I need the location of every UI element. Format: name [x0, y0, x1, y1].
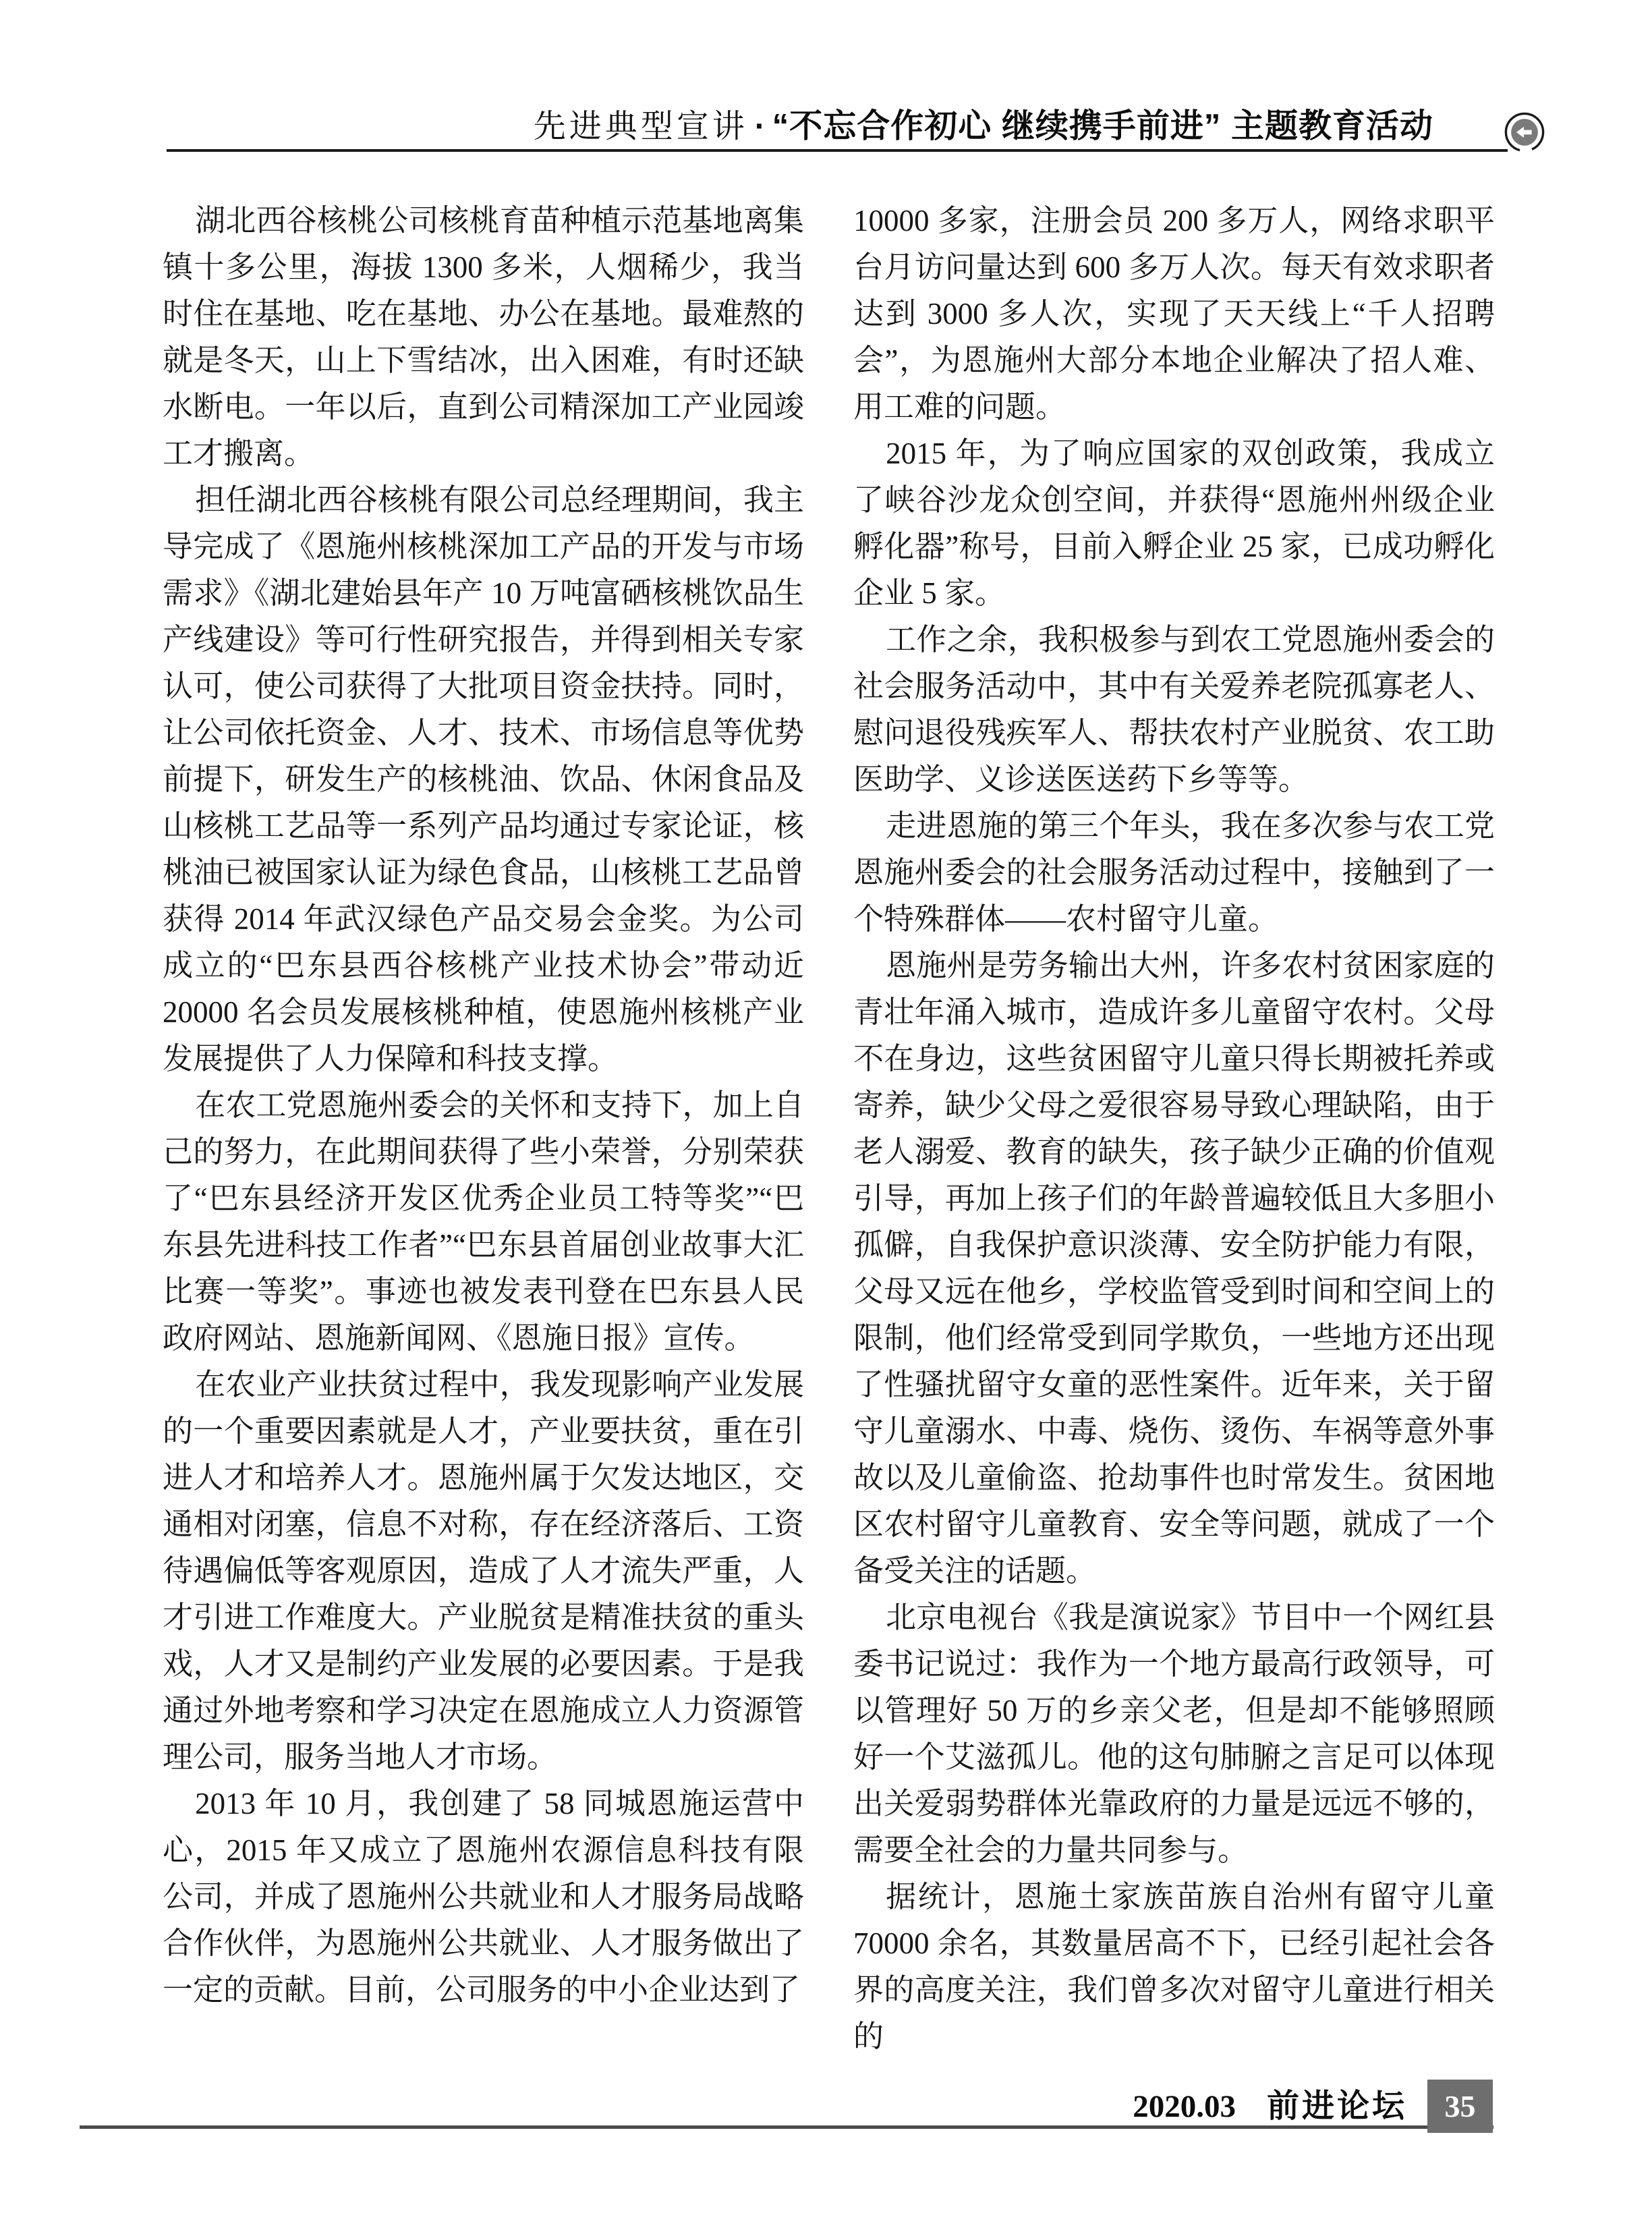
paragraph: 在农工党恩施州委会的关怀和支持下，加上自己的努力，在此期间获得了些小荣誉，分别荣获了“巴东县经济开发区优秀企业员工特等奖”“巴东县先进科技工作者”“巴东县首届创业故事大汇比赛一等奖”。事迹也被发表刊登在巴东县人民政府网站、恩施新闻网、《恩施日报》宣传。 — [163, 1088, 804, 1355]
article-body — [163, 198, 1495, 2060]
paragraph: 担任湖北西谷核桃有限公司总经理期间，我主导完成了《恩施州核桃深加工产品的开发与市场需求》《湖北建始县年产 10 万吨富硒核桃饮品生产线建设》等可行性研究报告，并得到相关专家认可，使公司获得了大批项目资金扶持。同时，让公司依托资金、人才、技术、市场信息等优势前提下，研发生产的核桃油、饮品、休闲食品及山核桃工艺品等一系列产品均通过专家论证，核桃油已被国家认证为绿色食品，山核桃工艺品曾获得 2014 年武汉绿色产品交易会金奖。为公司成立的“巴东县西谷核桃产业技术协会”带动近 20000 名会员发展核桃种植，使恩施州核桃产业发展提供了人力保障和科技支撑。 — [163, 483, 804, 1076]
header-theme-title: “不忘合作初心 继续携手前进” 主题教育活动 — [772, 108, 1433, 144]
header-separator-dot: · — [754, 109, 766, 144]
paragraph: 据统计，恩施土家族苗族自治州有留守儿童 70000 余名，其数量居高不下，已经引起社会各界的高度关注，我们曾多次对留守儿童进行相关的 — [853, 1880, 1495, 2053]
paragraph: 在农业产业扶贫过程中，我发现影响产业发展的一个重要因素就是人才，产业要扶贫，重在引进人才和培养人才。恩施州属于欠发达地区，交通相对闭塞，信息不对称，存在经济落后、工资待遇偏低等客观原因，造成了人才流失严重，人才引进工作难度大。产业脱贫是精准扶贫的重头戏，人才又是制约产业发展的必要因素。于是我通过外地考察和学习决定在恩施成立人力资源管理公司，服务当地人才市场。 — [163, 1368, 804, 1774]
paragraph: 2015 年，为了响应国家的双创政策，我成立了峡谷沙龙众创空间，并获得“恩施州州级企业孵化器”称号，目前入孵企业 25 家，已成功孵化企业 5 家。 — [853, 437, 1495, 610]
paragraph: 2013 年 10 月，我创建了 58 同城恩施运营中心，2015 年又成立了恩施州农源信息科技有限公司，并成了恩施州公共就业和人才服务局战略合作伙伴，为恩施州公共就业、人才服务做出了一定的贡献。目前，公司服务的中小企业达到了 — [163, 1787, 804, 2007]
page-header — [167, 100, 1433, 147]
header-rule — [167, 149, 1508, 152]
page-number-badge: 35 — [1427, 2080, 1493, 2133]
paragraph: 湖北西谷核桃公司核桃育苗种植示范基地离集镇十多公里，海拔 1300 多米，人烟稀少，我当时住在基地、吃在基地、办公在基地。最难熬的就是冬天，山上下雪结冰，出入困难，有时还缺水断电。一年以后，直到公司精深加工产业园竣工才搬离。 — [163, 204, 804, 470]
header-section-label: 先进典型宣讲 — [533, 109, 748, 144]
paragraph-continued: 10000 多家，注册会员 200 多万人，网络求职平台月访问量达到 600 多万人次。每天有效求职者达到 3000 多人次，实现了天天线上“千人招聘会”，为恩施州大部分本地企业解决了招人难、用工难的问题。 — [853, 204, 1495, 424]
paragraph: 恩施州是劳务输出大州，许多农村贫困家庭的青壮年涌入城市，造成许多儿童留守农村。父母不在身边，这些贫困留守儿童只得长期被托养或寄养，缺少父母之爱很容易导致心理缺陷，由于老人溺爱、教育的缺失，孩子缺少正确的价值观引导，再加上孩子们的年龄普遍较低且大多胆小孤僻，自我保护意识淡薄、安全防护能力有限，父母又远在他乡，学校监管受到时间和空间上的限制，他们经常受到同学欺负，一些地方还出现了性骚扰留守女童的恶性案件。近年来，关于留守儿童溺水、中毒、烧伤、烫伤、车祸等意外事故以及儿童偷盗、抢劫事件也时常发生。贫困地区农村留守儿童教育、安全等问题，就成了一个备受关注的话题。 — [853, 949, 1495, 1588]
left-column — [163, 198, 804, 2060]
footer-issue-date: 2020.03 — [1133, 2089, 1236, 2124]
circle-left-arrow-icon — [1504, 111, 1545, 153]
paragraph: 北京电视台《我是演说家》节目中一个网红县委书记说过：我作为一个地方最高行政领导，可以管理好 50 万的乡亲父老，但是却不能够照顾好一个艾滋孤儿。他的这句肺腑之言足可以体现出关爱弱势群体光靠政府的力量是远远不够的，需要全社会的力量共同参与。 — [853, 1601, 1495, 1867]
footer-journal-name: 前进论坛 — [1266, 2088, 1407, 2124]
paragraph: 走进恩施的第三个年头，我在多次参与农工党恩施州委会的社会服务活动过程中，接触到了一个特殊群体——农村留守儿童。 — [853, 809, 1495, 936]
footer-text — [1133, 2080, 1407, 2127]
right-column — [853, 198, 1495, 2060]
paragraph: 工作之余，我积极参与到农工党恩施州委会的社会服务活动中，其中有关爱养老院孤寡老人、慰问退役残疾军人、帮扶农村产业脱贫、农工助医助学、义诊送医送药下乡等等。 — [853, 623, 1495, 796]
